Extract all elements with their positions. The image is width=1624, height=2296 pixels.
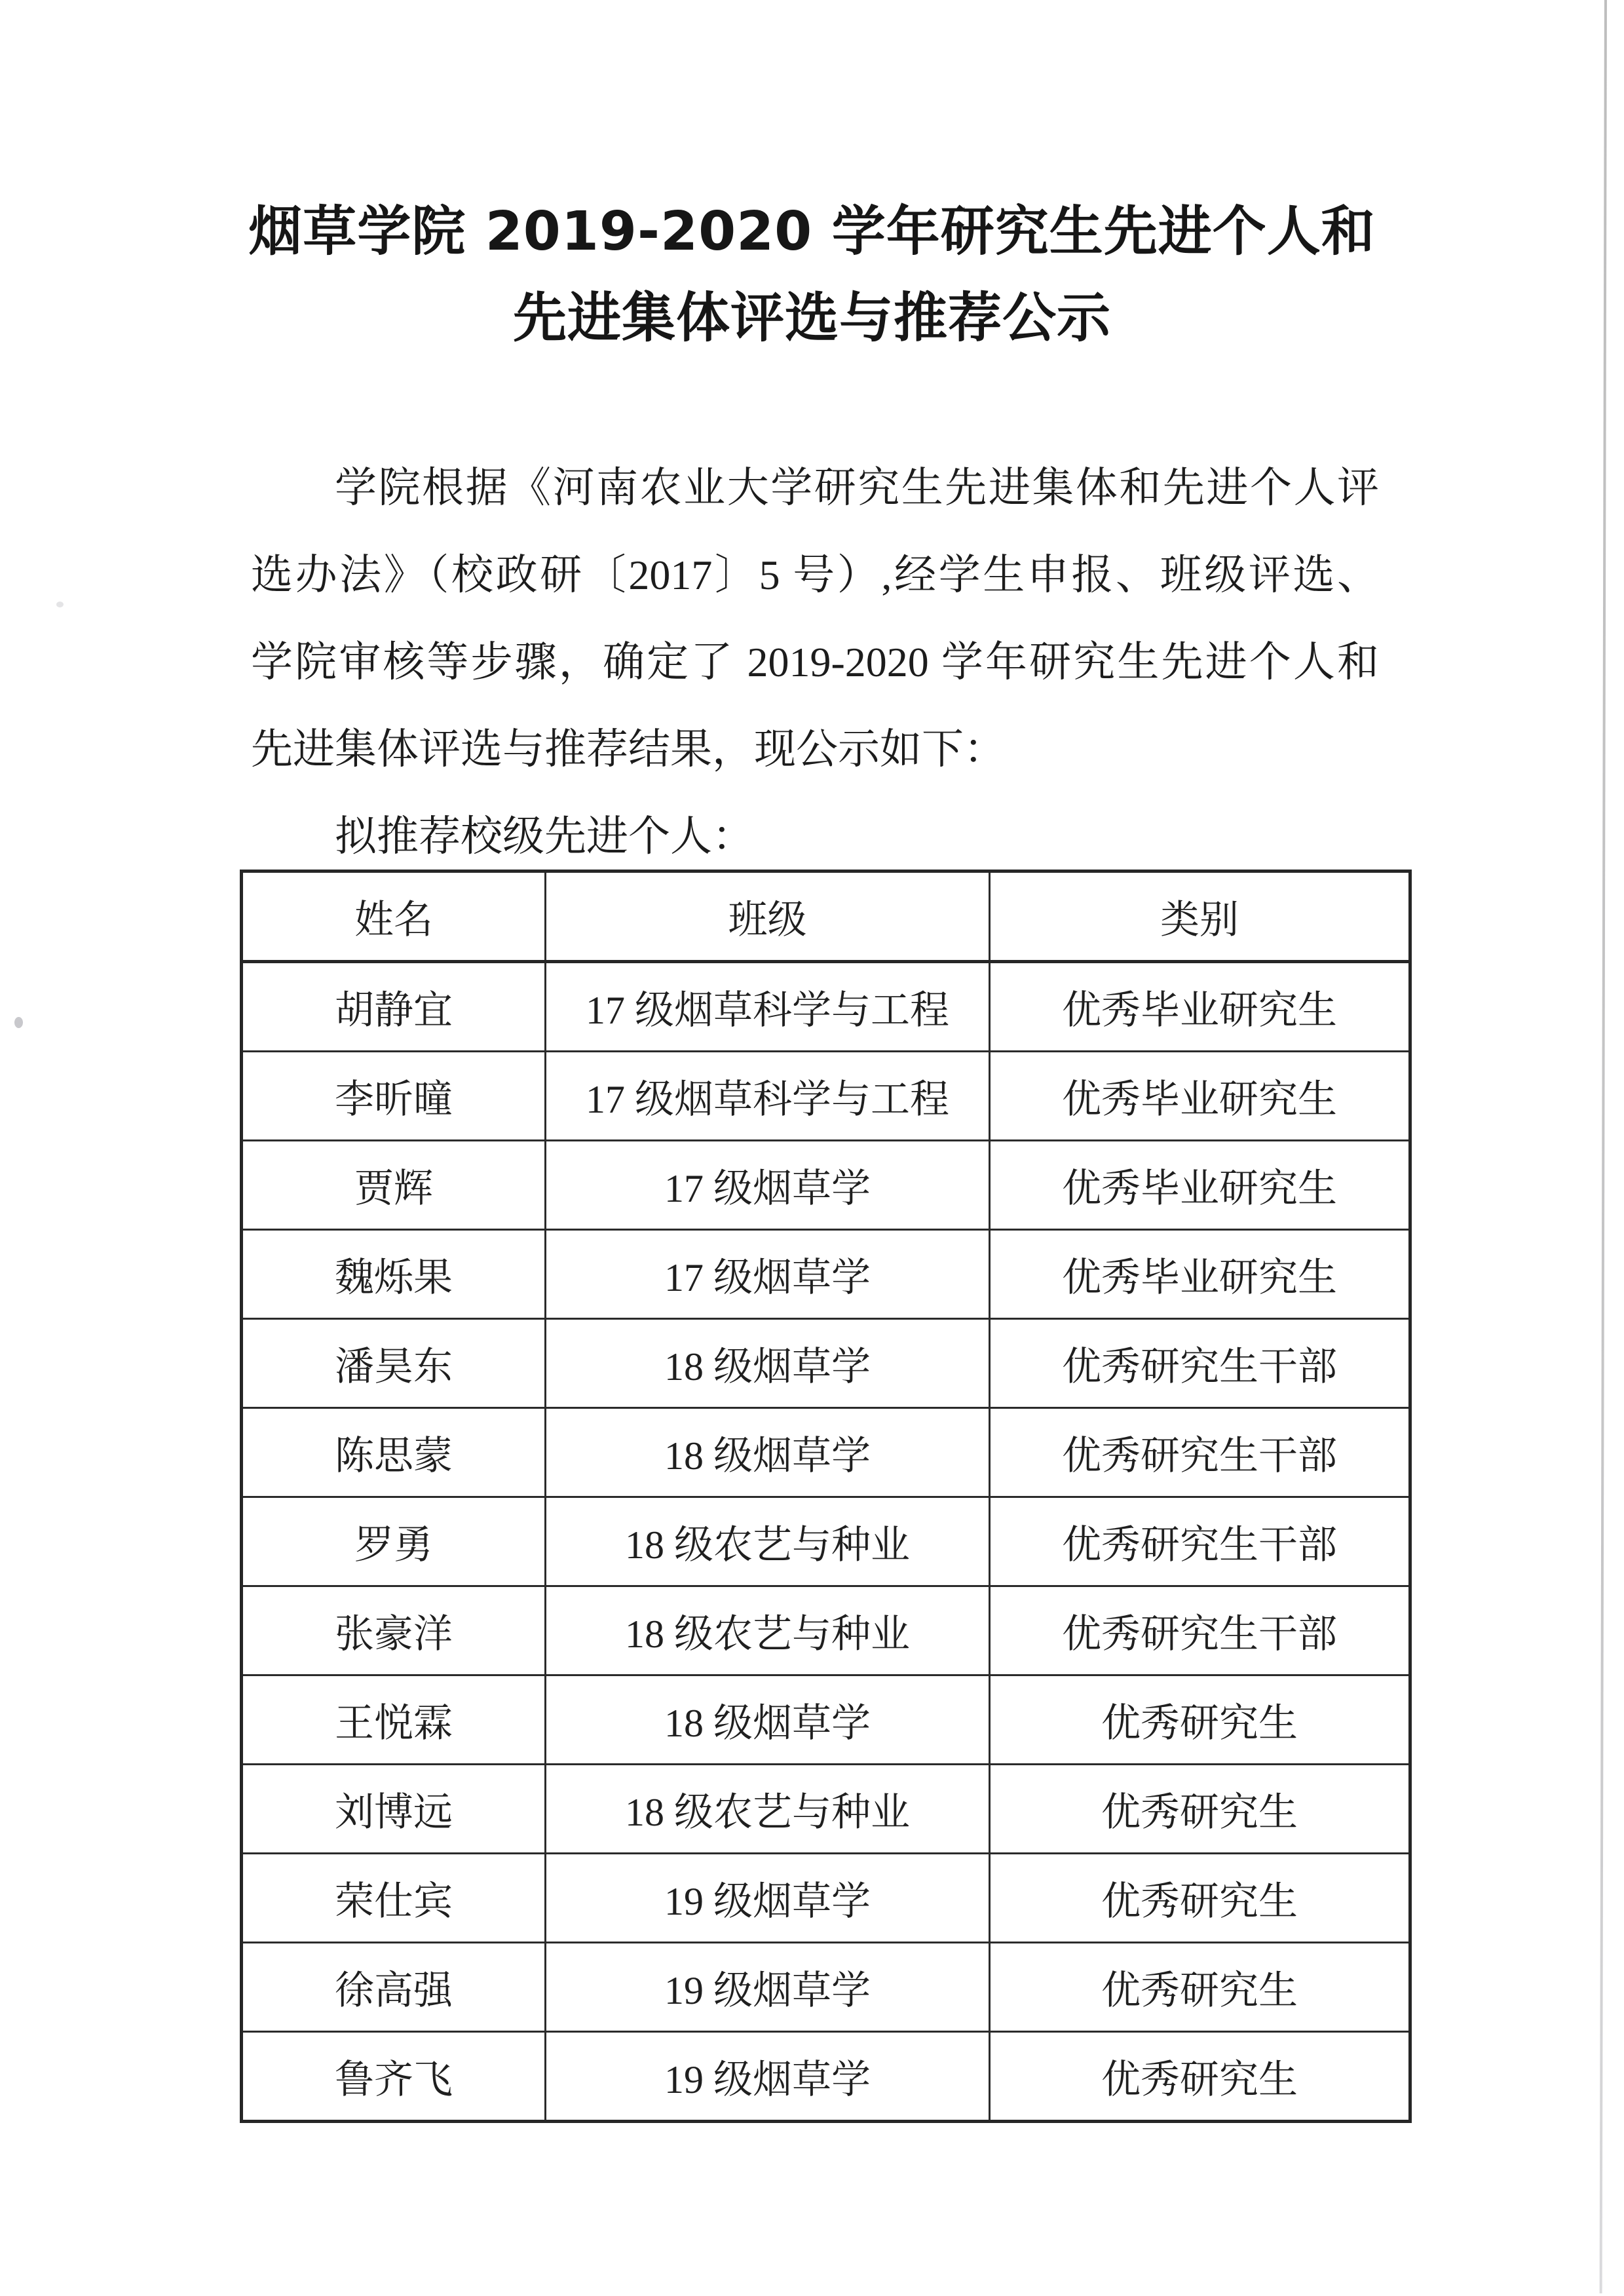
table-row	[242, 1497, 1410, 1586]
cell-class: 17 级烟草学	[546, 1230, 990, 1319]
cell-class: 19 级烟草学	[546, 1943, 990, 2032]
cell-name: 刘博远	[242, 1765, 546, 1854]
cell-category: 优秀研究生干部	[990, 1497, 1410, 1586]
cell-category: 优秀研究生	[990, 1675, 1410, 1765]
cell-class: 17 级烟草科学与工程	[546, 962, 990, 1052]
cell-category: 优秀研究生干部	[990, 1319, 1410, 1408]
cell-name: 荣仕宾	[242, 1854, 546, 1943]
cell-class: 19 级烟草学	[546, 2032, 990, 2122]
cell-name: 陈思蒙	[242, 1408, 546, 1497]
cell-name: 徐高强	[242, 1943, 546, 2032]
table-row	[242, 1854, 1410, 1943]
table-row	[242, 962, 1410, 1052]
header-category: 类别	[990, 871, 1410, 962]
paragraph-line-2: 选办法》（校政研〔2017〕5 号）,经学生申报、班级评选、	[251, 552, 1379, 598]
paragraph-line-3: 学院审核等步骤，确定了 2019-2020 学年研究生先进个人和	[251, 639, 1379, 685]
table-row	[242, 1230, 1410, 1319]
title-line-2: 先进集体评选与推荐公示	[512, 287, 1111, 349]
cell-category: 优秀毕业研究生	[990, 1052, 1410, 1141]
cell-category: 优秀研究生干部	[990, 1408, 1410, 1497]
table-body	[242, 962, 1410, 2122]
cell-category: 优秀研究生	[990, 1943, 1410, 2032]
table-header-row	[242, 871, 1410, 962]
table-row	[242, 1319, 1410, 1408]
cell-class: 18 级烟草学	[546, 1675, 990, 1765]
title-line-1: 烟草学院 2019-2020 学年研究生先进个人和	[248, 201, 1376, 263]
cell-name: 胡静宜	[242, 962, 546, 1052]
paragraph-line-1: 学院根据《河南农业大学研究生先进集体和先进个人评	[335, 465, 1379, 511]
cell-category: 优秀研究生	[990, 2032, 1410, 2122]
cell-class: 17 级烟草科学与工程	[546, 1052, 990, 1141]
recommendation-table	[240, 870, 1412, 2123]
cell-name: 鲁齐飞	[242, 2032, 546, 2122]
table-row	[242, 1943, 1410, 2032]
table-row	[242, 1586, 1410, 1675]
cell-name: 魏烁果	[242, 1230, 546, 1319]
table-row	[242, 1765, 1410, 1854]
document-title	[0, 0, 1624, 362]
cell-class: 18 级烟草学	[546, 1319, 990, 1408]
cell-class: 17 级烟草学	[546, 1141, 990, 1230]
header-name: 姓名	[242, 871, 546, 962]
lead-line: 拟推荐校级先进个人：	[335, 813, 754, 860]
paragraph-line-4: 先进集体评选与推荐结果，现公示如下：	[251, 726, 1006, 773]
table-row	[242, 2032, 1410, 2122]
cell-class: 19 级烟草学	[546, 1854, 990, 1943]
header-class: 班级	[546, 871, 990, 962]
cell-name: 潘昊东	[242, 1319, 546, 1408]
cell-class: 18 级农艺与种业	[546, 1765, 990, 1854]
cell-category: 优秀毕业研究生	[990, 962, 1410, 1052]
cell-class: 18 级农艺与种业	[546, 1497, 990, 1586]
cell-name: 王悦霖	[242, 1675, 546, 1765]
cell-class: 18 级烟草学	[546, 1408, 990, 1497]
cell-name: 张豪洋	[242, 1586, 546, 1675]
cell-class: 18 级农艺与种业	[546, 1586, 990, 1675]
body-text	[251, 444, 1379, 880]
table-row	[242, 1052, 1410, 1141]
cell-name: 罗勇	[242, 1497, 546, 1586]
cell-name: 贾辉	[242, 1141, 546, 1230]
cell-category: 优秀毕业研究生	[990, 1141, 1410, 1230]
table-row	[242, 1675, 1410, 1765]
scan-artifact-speck	[14, 1017, 23, 1028]
table-row	[242, 1141, 1410, 1230]
cell-name: 李昕曈	[242, 1052, 546, 1141]
table-row	[242, 1408, 1410, 1497]
cell-category: 优秀毕业研究生	[990, 1230, 1410, 1319]
cell-category: 优秀研究生	[990, 1854, 1410, 1943]
cell-category: 优秀研究生	[990, 1765, 1410, 1854]
cell-category: 优秀研究生干部	[990, 1586, 1410, 1675]
scan-artifact-speck	[56, 602, 64, 607]
